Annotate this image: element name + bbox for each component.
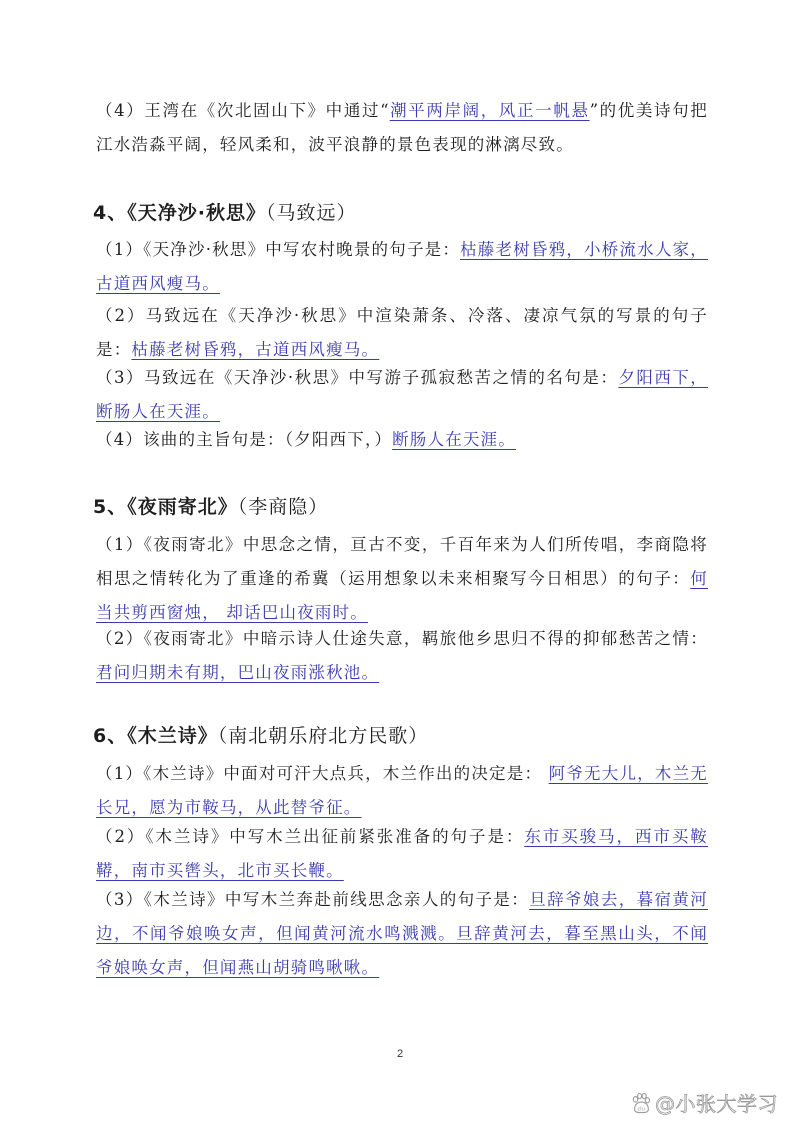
section-heading-4 — [93, 198, 356, 228]
s6-item-3 — [96, 883, 708, 985]
s4-item-1 — [96, 233, 708, 301]
question-text-suffix: ”的优美诗句把江水浩淼平阔，轻风柔和，波平浪静的景色表现的淋漓尽致。 — [96, 101, 708, 154]
s4-item-4 — [96, 423, 708, 457]
question-text: （2）《木兰诗》中写木兰出征前紧张准备的句子是： — [96, 827, 525, 846]
section-heading-5 — [93, 492, 328, 522]
section-title: 《夜雨寄北》 — [127, 496, 238, 518]
s6-item-2 — [96, 820, 708, 888]
question-text: （2）马致远在《天净沙·秋思》中渲染萧条、冷落、凄凉气氛的写景的句子是： — [96, 306, 708, 359]
s4-item-3 — [96, 361, 708, 429]
answer-text: 君问归期未有期，巴山夜雨涨秋池。 — [96, 663, 380, 682]
answer-text: 枯藤老树昏鸦，小桥流水人家，古道西风瘦马。 — [96, 240, 708, 293]
section-number: 4、 — [93, 202, 128, 224]
section-author: （李商隐） — [237, 496, 329, 518]
question-text: （2）《夜雨寄北》中暗示诗人仕途失意，羁旅他乡思归不得的抑郁愁苦之情： — [96, 629, 708, 648]
s5-item-1 — [96, 528, 708, 630]
answer-text: 夕阳西下，断肠人在天涯。 — [96, 368, 709, 421]
watermark-text: @小张大学习 — [655, 1092, 778, 1116]
question-text: （4）该曲的主旨句是：（夕阳西下，） — [96, 430, 393, 449]
answer-text: 旦辞爷娘去，暮宿黄河边，不闻爷娘唤女声，但闻黄河流水鸣溅溅。旦辞黄河去，暮至黑山头，不闻爷娘唤女声，但闻燕山胡骑鸣啾啾。 — [96, 890, 709, 977]
section-number: 6、 — [93, 725, 128, 747]
answer-text: 枯藤老树昏鸦，古道西风瘦马。 — [131, 340, 380, 359]
answer-text: 潮平两岸阔，风正一帆悬 — [389, 101, 590, 120]
s4-item-2 — [96, 299, 708, 367]
section-title: 《木兰诗》 — [127, 725, 218, 747]
section-title: 《天净沙·秋思》 — [127, 202, 266, 224]
section-number: 5、 — [93, 496, 128, 518]
question-text: （3）《木兰诗》中写木兰奔赴前线思念亲人的句子是： — [96, 890, 530, 909]
question-text: （1）《木兰诗》中面对可汗大点兵，木兰作出的决定是： — [96, 764, 549, 783]
question-text: （3）马致远在《天净沙·秋思》中写游子孤寂愁苦之情的名句是： — [96, 368, 619, 387]
answer-text: 何当共剪西窗烛， 却话巴山夜雨时。 — [96, 569, 708, 622]
answer-text: 断肠人在天涯。 — [392, 430, 517, 449]
answer-text: 阿爷无大儿，木兰无长兄，愿为市鞍马，从此替爷征。 — [96, 764, 708, 817]
section-author: （马致远） — [265, 202, 357, 224]
s3-item-4 — [96, 94, 708, 162]
answer-text: 东市买骏马，西市买鞍鞯，南市买辔头，北市买长鞭。 — [96, 827, 708, 880]
question-text: （1）《天净沙·秋思》中写农村晚景的句子是： — [96, 240, 461, 259]
s6-item-1 — [96, 757, 708, 825]
s5-item-2 — [96, 622, 708, 690]
svg-text:du: du — [637, 1105, 646, 1112]
baidu-paw-icon — [630, 1092, 652, 1114]
question-text: （1）《夜雨寄北》中思念之情，亘古不变，千百年来为人们所传唱，李商隐将相思之情转化为了重逢的希冀（运用想象以未来相聚写今日相思）的句子： — [96, 535, 708, 588]
watermark — [630, 1088, 778, 1117]
page-number: 2 — [396, 1048, 404, 1060]
question-text: （4）王湾在《次北固山下》中通过“ — [96, 101, 390, 120]
section-author: （南北朝乐府北方民歌） — [217, 725, 429, 747]
section-heading-6 — [93, 721, 428, 751]
